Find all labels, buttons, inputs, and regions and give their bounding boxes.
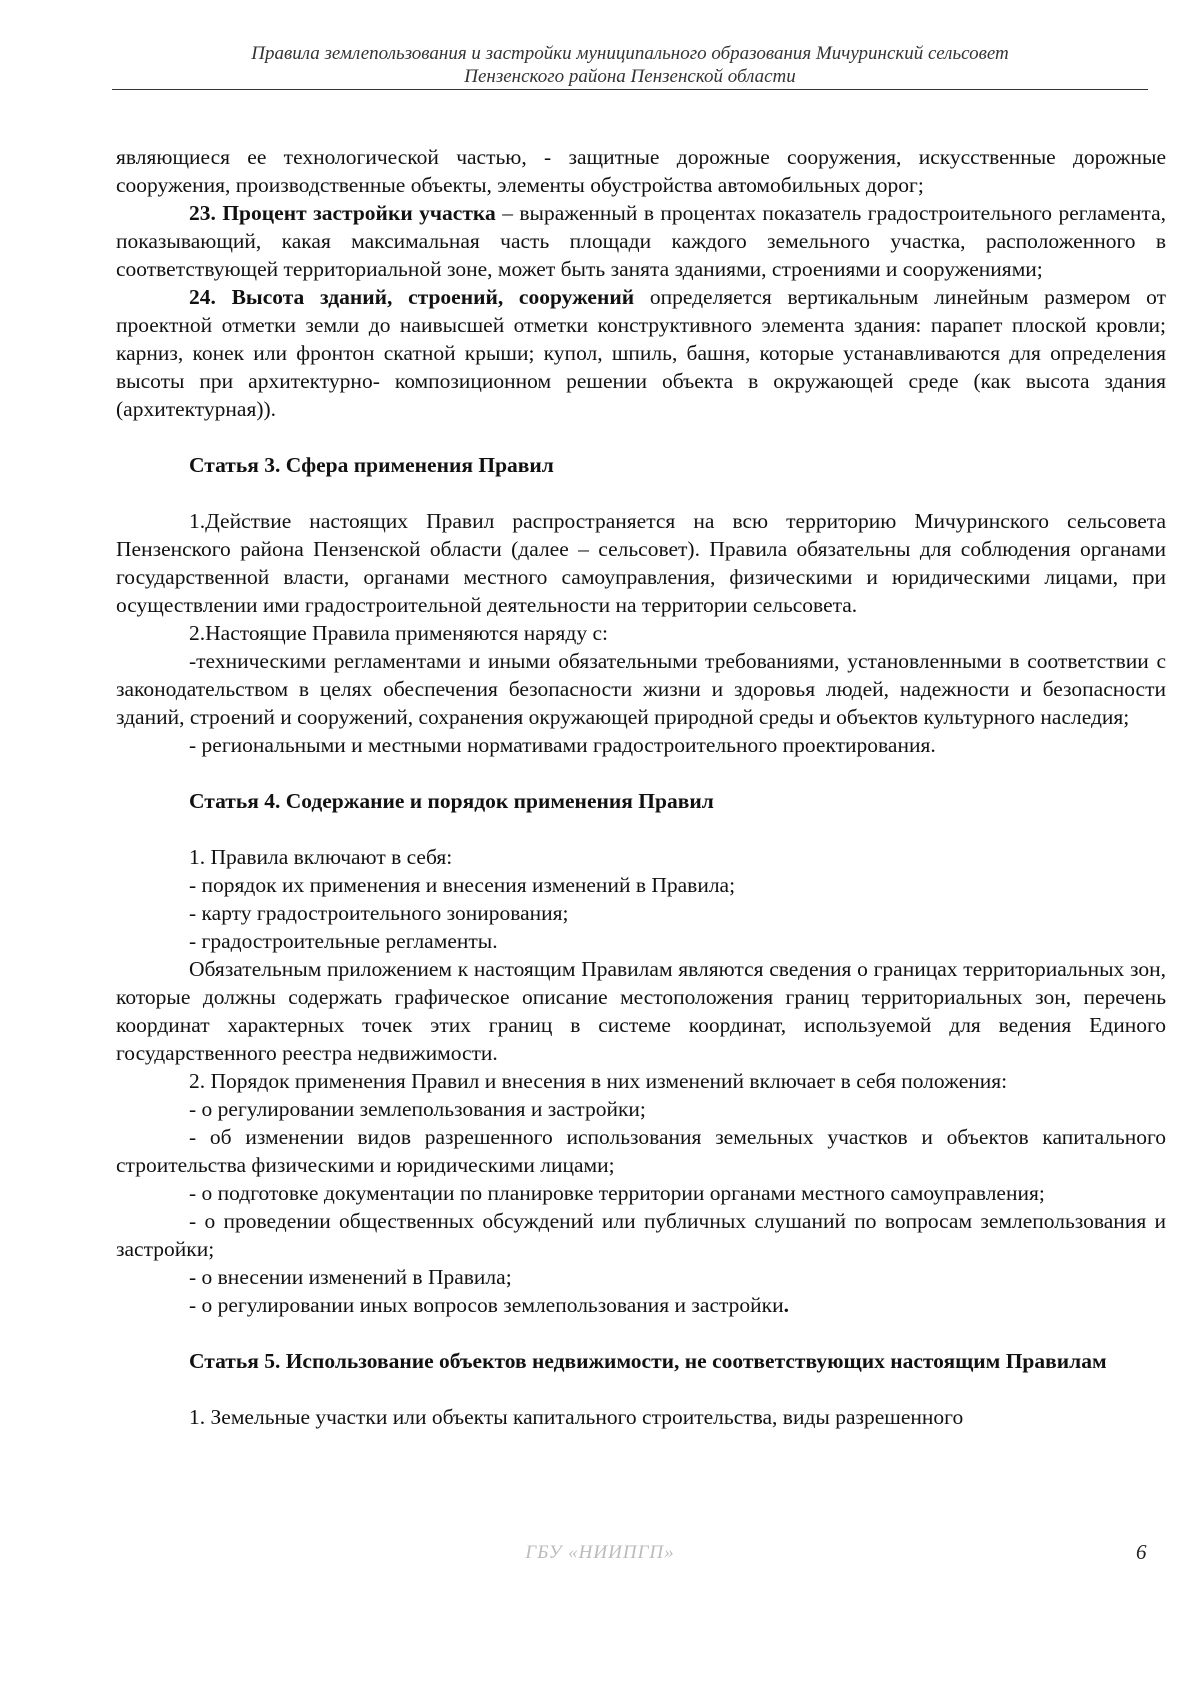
article-4-item: - о проведении общественных обсуждений или публичных слушаний по вопросам землепользования и застройки; (116, 1209, 1166, 1261)
definition-23-text: – выраженный в процентах показатель градостроительного регламента, показывающий, какая максимальная часть площади каждого земельного участка, расположенного в соответствующей территориальной зоне, может быть занята зданиями, строениями и сооружениями; (116, 201, 1167, 281)
article-3-item: 2.Настоящие Правила применяются наряду с: (189, 621, 608, 645)
article-4-last-text: - о регулировании иных вопросов землепользования и застройки (189, 1293, 784, 1317)
article-4-item-last (116, 1291, 1166, 1319)
article-4-item: 1. Правила включают в себя: (189, 845, 453, 869)
header-line-2: Пензенского района Пензенской области (464, 66, 796, 87)
article-4-item: Обязательным приложением к настоящим Правилам являются сведения о границах территориальных зон, которые должны содержать графическое описание местоположения границ территориальных зон, перечень координат характерных точек этих границ в системе координат, используемой для ведения Единого государственного реестра недвижимости. (116, 957, 1166, 1065)
article-3-title: Статья 3. Сфера применения Правил (189, 453, 554, 477)
page-number: 6 (1136, 1540, 1147, 1564)
article-4-item: - о внесении изменений в Правила; (189, 1265, 512, 1289)
footer-organization: ГБУ «НИИПГП» (525, 1542, 675, 1563)
document-body (116, 143, 1166, 1431)
definition-23 (116, 199, 1166, 283)
definition-24-text: определяется вертикальным линейным размером от проектной отметки земли до наивысшей отметки конструктивного элемента здания: парапет плоской кровли; карниз, конек или фронтон скатной крыши; купол, шпиль, башня, которые устанавливаются для определения высоты при архитектурно- композиционном решении объекта в окружающей среде (как высота здания (архитектурная)). (116, 285, 1166, 421)
article-3-item: - региональными и местными нормативами градостроительного проектирования. (189, 733, 936, 757)
article-3-item: -техническими регламентами и иными обязательными требованиями, установленными в соответствии с законодательством в целях обеспечения безопасности жизни и здоровья людей, надежности и безопасности зданий, строений и сооружений, сохранения окружающей природной среды и объектов культурного наследия; (116, 649, 1166, 729)
article-4-item: - о регулировании землепользования и застройки; (189, 1097, 646, 1121)
article-4-title: Статья 4. Содержание и порядок применения Правил (189, 789, 714, 813)
article-4-item: - карту градостроительного зонирования; (189, 901, 569, 925)
article-4-item: - порядок их применения и внесения изменений в Правила; (189, 873, 736, 897)
article-4-item: - градостроительные регламенты. (189, 929, 498, 953)
definition-24-term: 24. Высота зданий, строений, сооружений (189, 285, 635, 309)
article-5-title: Статья 5. Использование объектов недвижимости, не соответствующих настоящим Правилам (189, 1349, 1107, 1373)
header-rule (112, 89, 1148, 90)
header-line-1: Правила землепользования и застройки муниципального образования Мичуринский сельсовет (251, 43, 1009, 64)
article-3-item: 1.Действие настоящих Правил распространяется на всю территорию Мичуринского сельсовета Пензенского района Пензенской области (далее – сельсовет). Правила обязательны для соблюдения органами государственной власти, органами местного самоуправления, физическими и юридическими лицами, при осуществлении ими градостроительной деятельности на территории сельсовета. (116, 509, 1166, 617)
article-4-item: 2. Порядок применения Правил и внесения в них изменений включает в себя положения: (189, 1069, 1008, 1093)
article-4-last-period: . (783, 1293, 789, 1317)
article-5-item: 1. Земельные участки или объекты капитального строительства, виды разрешенного (189, 1405, 964, 1429)
paragraph-continuation: являющиеся ее технологической частью, - защитные дорожные сооружения, искусственные дорожные сооружения, производственные объекты, элементы обустройства автомобильных дорог; (116, 145, 1166, 197)
running-header (112, 42, 1148, 88)
definition-23-term: 23. Процент застройки участка (189, 201, 496, 225)
article-4-item: - о подготовке документации по планировке территории органами местного самоуправления; (189, 1181, 1045, 1205)
definition-24 (116, 283, 1166, 423)
article-4-item: - об изменении видов разрешенного использования земельных участков и объектов капитального строительства физическими и юридическими лицами; (116, 1125, 1166, 1177)
